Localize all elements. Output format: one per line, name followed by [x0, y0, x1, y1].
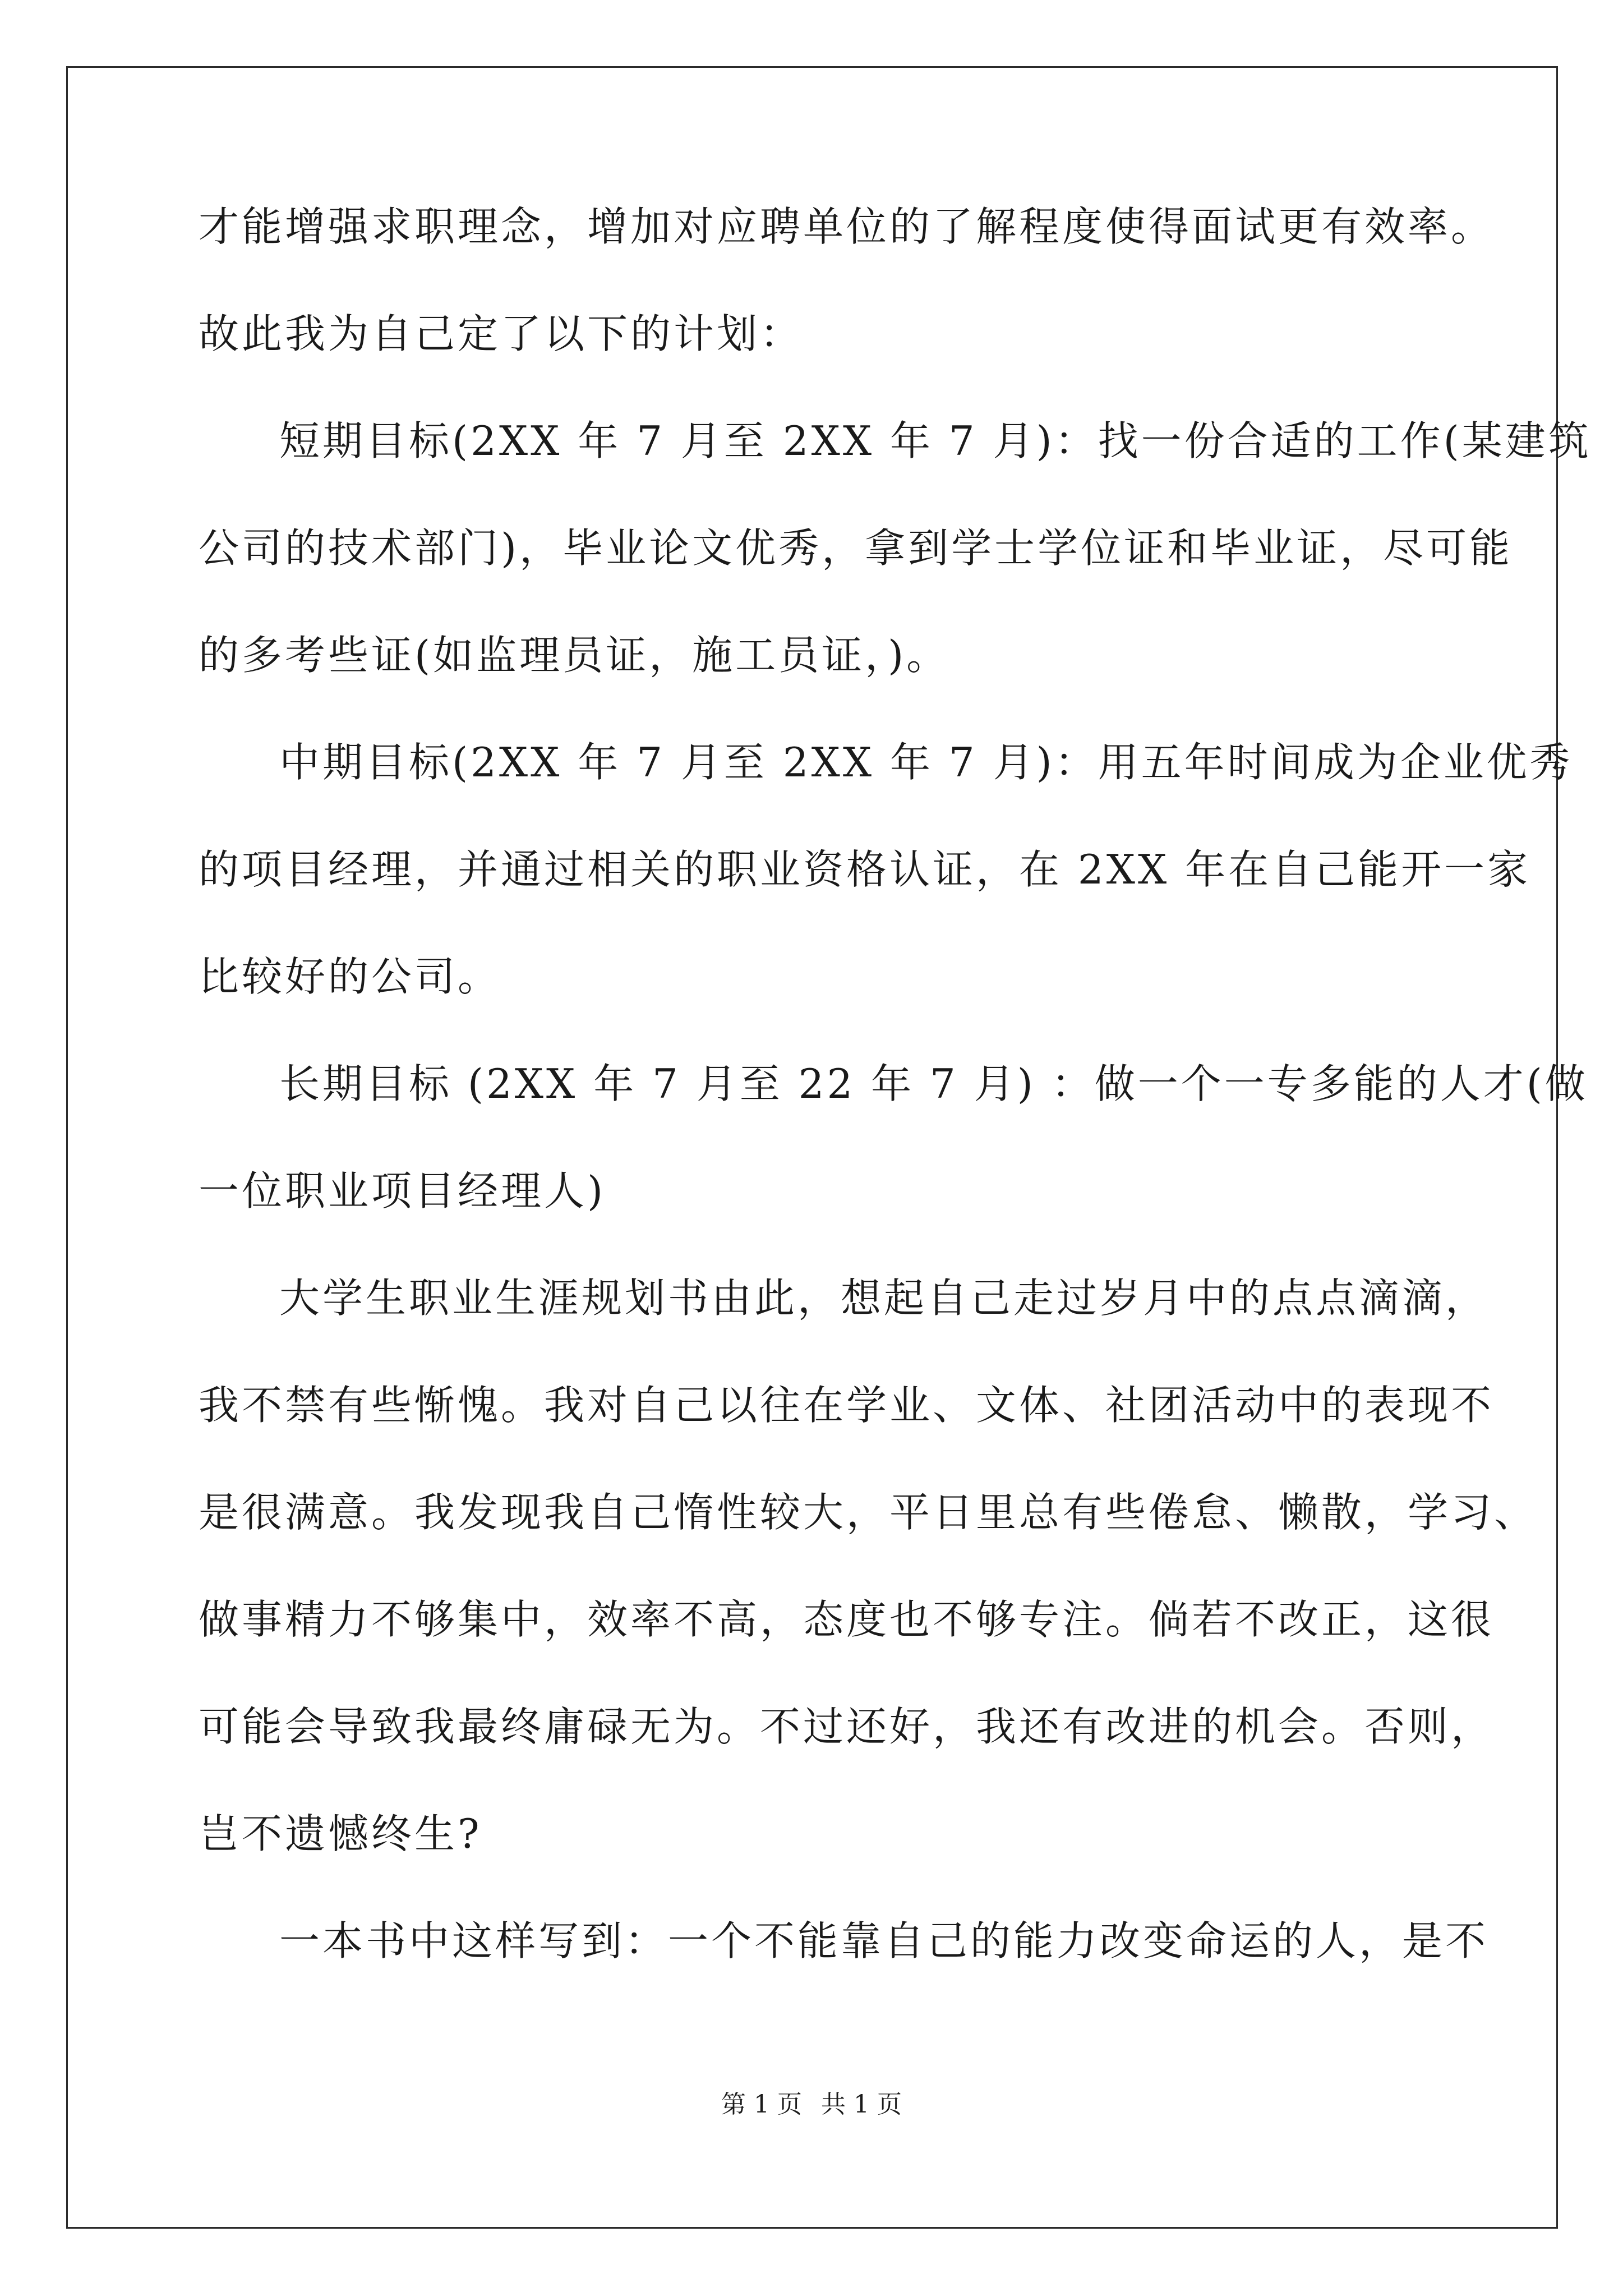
- text-line: 是很满意。我发现我自己惰性较大，平日里总有些倦怠、懒散，学习、: [199, 1489, 1538, 1536]
- page-number: 第 1 页: [721, 2090, 802, 2119]
- paragraph-first-line: 长期目标 (2XX 年 7 月至 22 年 7 月) ：做一个一专多能的人才(做: [279, 1060, 1588, 1107]
- text-line: 公司的技术部门)，毕业论文优秀，拿到学士学位证和毕业证，尽可能: [199, 524, 1513, 572]
- paragraph-first-line: 短期目标(2XX 年 7 月至 2XX 年 7 月)：找一份合适的工作(某建筑: [279, 417, 1592, 464]
- text-line: 一位职业项目经理人): [199, 1167, 606, 1214]
- paragraph-first-line: 一本书中这样写到：一个不能靠自己的能力改变命运的人，是不: [279, 1917, 1489, 1964]
- text-line: 可能会导致我最终庸碌无为。不过还好，我还有改进的机会。否则，: [199, 1703, 1495, 1750]
- page-border: [66, 66, 1558, 2229]
- text-line: 岂不遗憾终生?: [199, 1810, 482, 1857]
- paragraph-first-line: 大学生职业生涯规划书由此，想起自己走过岁月中的点点滴滴，: [279, 1274, 1489, 1322]
- text-line: 的多考些证(如监理员证，施工员证，)。: [199, 632, 950, 679]
- page-footer: [0, 2089, 1623, 2120]
- text-line: 才能增强求职理念，增加对应聘单位的了解程度使得面试更有效率。: [199, 203, 1495, 250]
- paragraph-first-line: 中期目标(2XX 年 7 月至 2XX 年 7 月)：用五年时间成为企业优秀: [279, 739, 1573, 786]
- page-total: 共 1 页: [821, 2090, 902, 2119]
- text-line: 故此我为自己定了以下的计划：: [199, 310, 804, 357]
- text-line: 我不禁有些惭愧。我对自己以往在学业、文体、社团活动中的表现不: [199, 1382, 1495, 1429]
- text-line: 做事精力不够集中，效率不高，态度也不够专注。倘若不改正，这很: [199, 1596, 1495, 1643]
- text-line: 的项目经理，并通过相关的职业资格认证，在 2XX 年在自己能开一家: [199, 846, 1531, 893]
- text-line: 比较好的公司。: [199, 953, 501, 1000]
